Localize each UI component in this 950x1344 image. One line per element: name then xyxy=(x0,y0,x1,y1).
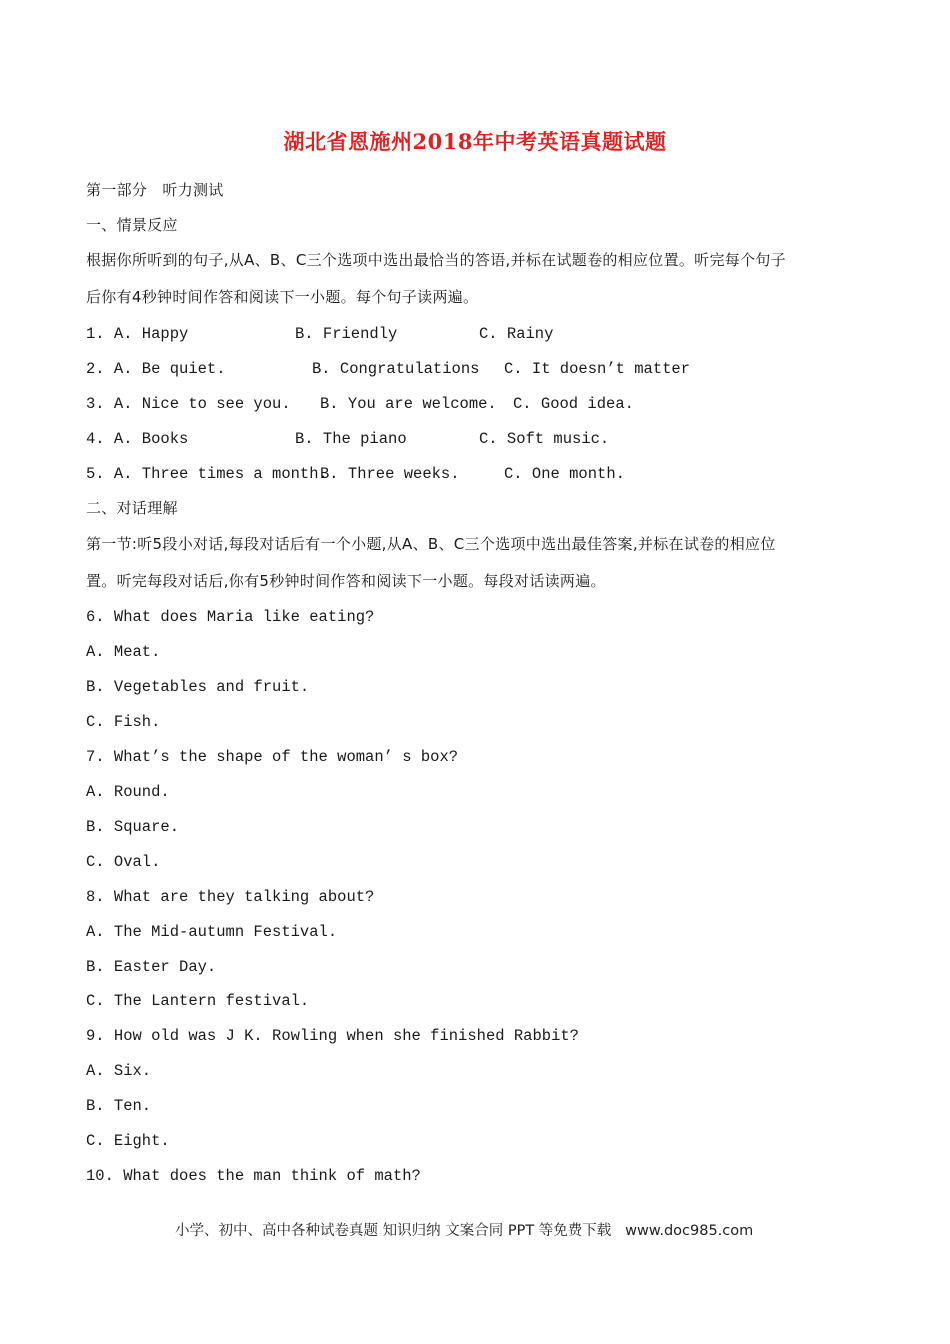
option-c: C. Oval. xyxy=(86,853,161,871)
section-heading-2: 二、对话理解 xyxy=(86,499,178,517)
option-b: B. Three weeks. xyxy=(320,465,460,483)
section-instructions-line-1: 根据你所听到的句子,从A、B、C三个选项中选出最恰当的答语,并标在试题卷的相应位置。听完每个句子 xyxy=(86,251,786,269)
option-b: B. The piano xyxy=(295,430,407,448)
option-a: A. Meat. xyxy=(86,643,161,661)
document-title: 湖北省恩施州2018年中考英语真题试题 xyxy=(283,129,667,154)
option-a: 4. A. Books xyxy=(86,430,189,448)
option-c: C. The Lantern festival. xyxy=(86,992,310,1010)
option-c: C. Rainy xyxy=(479,325,554,343)
option-c: C. Soft music. xyxy=(479,430,610,448)
option-b: B. You are welcome. xyxy=(320,395,497,413)
question-7: 7. What’s the shape of the woman’ s box? xyxy=(86,748,459,766)
page-footer: 小学、初中、高中各种试卷真题 知识归纳 文案合同 PPT 等免费下载 www.doc985.com xyxy=(175,1223,754,1239)
option-a: 5. A. Three times a month. xyxy=(86,465,328,483)
question-10: 10. What does the man think of math? xyxy=(86,1167,421,1185)
section-instructions-line-1: 第一节:听5段小对话,每段对话后有一个小题,从A、B、C三个选项中选出最佳答案,并标在试卷的相应位 xyxy=(86,535,776,553)
option-a: 1. A. Happy xyxy=(86,325,189,343)
option-b: B. Vegetables and fruit. xyxy=(86,678,310,696)
section-instructions-line-2: 后你有4秒钟时间作答和阅读下一小题。每个句子读两遍。 xyxy=(86,288,479,306)
option-c: C. Eight. xyxy=(86,1132,170,1150)
option-c: C. It doesn’t matter xyxy=(504,360,691,378)
section-heading-1: 一、情景反应 xyxy=(86,216,178,234)
option-b: B. Easter Day. xyxy=(86,958,217,976)
question-9: 9. How old was J K. Rowling when she finished Rabbit? xyxy=(86,1027,579,1045)
option-b: B. Congratulations xyxy=(312,360,480,378)
option-a: 2. A. Be quiet. xyxy=(86,360,226,378)
option-b: B. Ten. xyxy=(86,1097,152,1115)
option-b: B. Square. xyxy=(86,818,180,836)
option-a: A. Round. xyxy=(86,783,170,801)
question-8: 8. What are they talking about? xyxy=(86,888,375,906)
question-6: 6. What does Maria like eating? xyxy=(86,608,375,626)
option-a: A. The Mid-autumn Festival. xyxy=(86,923,338,941)
option-b: B. Friendly xyxy=(295,325,398,343)
option-c: C. Good idea. xyxy=(513,395,634,413)
part-heading: 第一部分 听力测试 xyxy=(86,181,224,199)
option-c: C. One month. xyxy=(504,465,625,483)
option-a: 3. A. Nice to see you. xyxy=(86,395,291,413)
option-c: C. Fish. xyxy=(86,713,161,731)
option-a: A. Six. xyxy=(86,1062,152,1080)
section-instructions-line-2: 置。听完每段对话后,你有5秒钟时间作答和阅读下一小题。每段对话读两遍。 xyxy=(86,572,606,590)
